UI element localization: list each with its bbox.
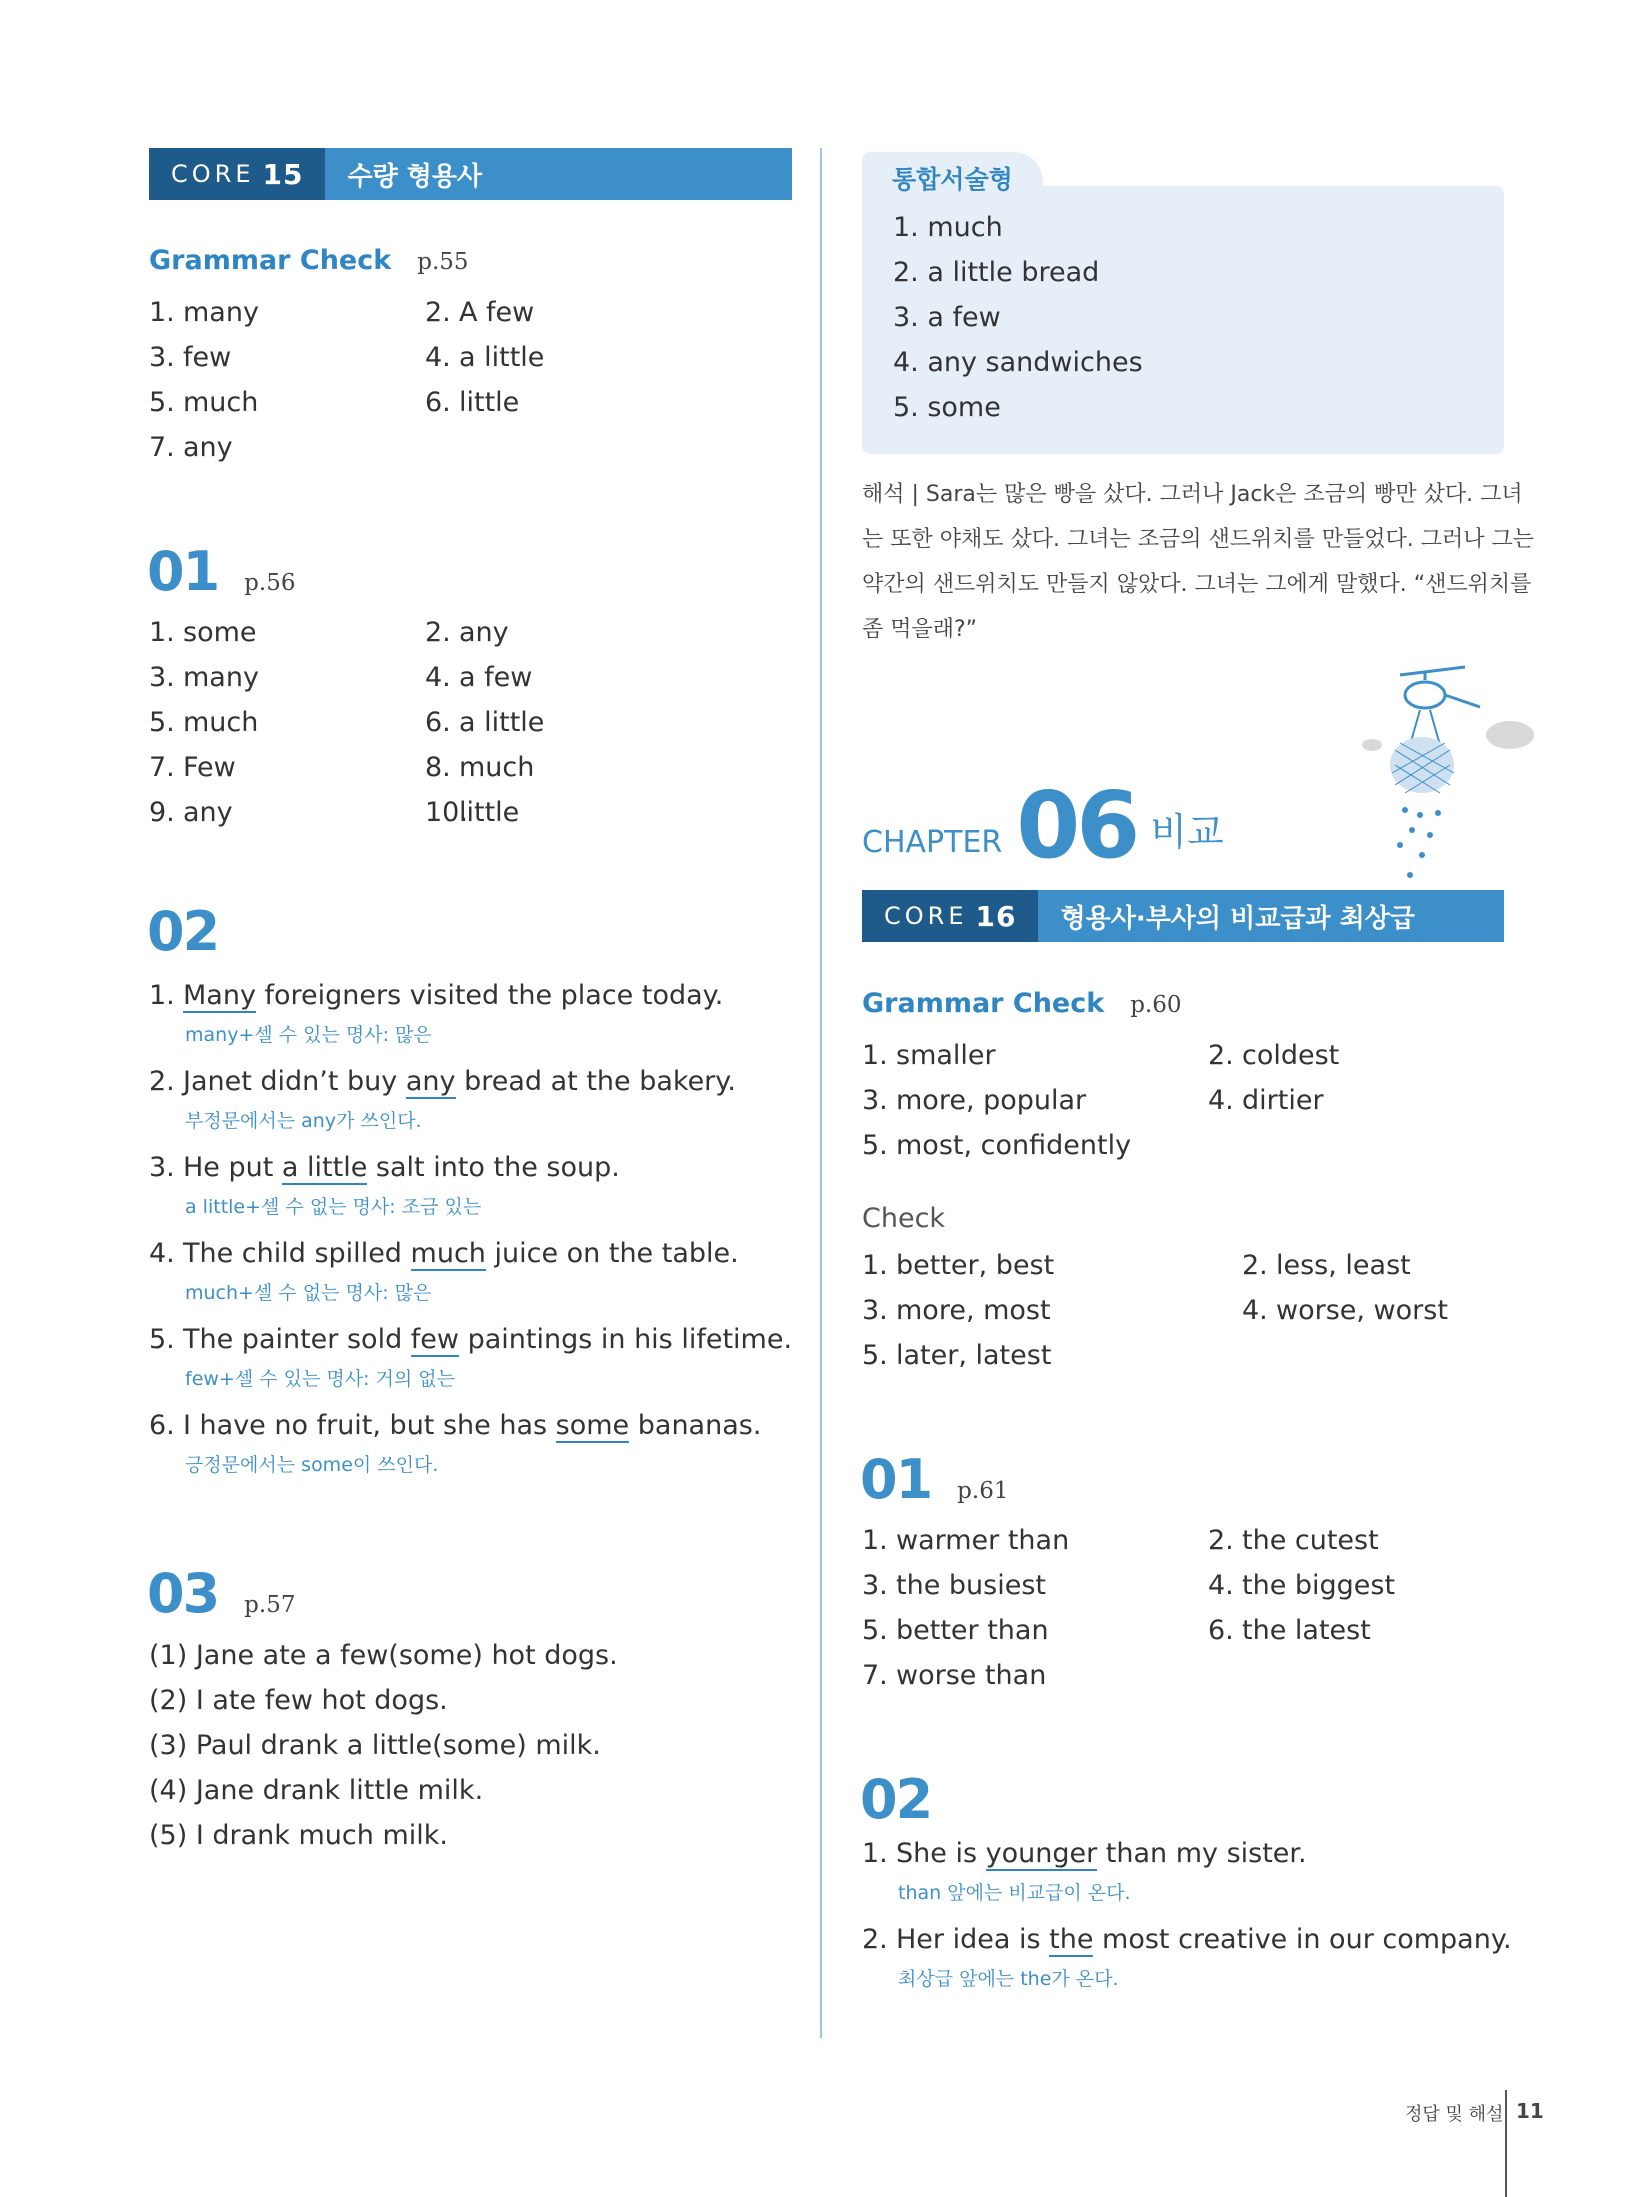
answer-item: [862, 1333, 1051, 1378]
item-number: 6.: [1208, 1615, 1234, 1646]
sentence-post: salt into the soup.: [367, 1152, 620, 1183]
answer-item: [862, 1288, 1051, 1333]
answer-item: [425, 790, 519, 835]
item-number: 7.: [862, 1660, 888, 1691]
item-number: 1.: [862, 1525, 888, 1556]
underlined-answer: younger: [985, 1838, 1098, 1869]
sentence-pre: The painter sold: [183, 1324, 411, 1355]
item-number: 9.: [149, 797, 175, 828]
chapter-label: CHAPTER: [862, 825, 1003, 860]
chapter-heading: [862, 772, 1224, 879]
explanation-note: 최상급 앞에는 the가 온다.: [898, 1968, 1119, 1990]
item-text: little: [459, 387, 520, 418]
answer-item: [149, 655, 259, 700]
underlined-answer: some: [555, 1410, 630, 1441]
item-number: 8.: [425, 752, 451, 783]
answer-item: [1208, 1518, 1379, 1563]
item-number: 2.: [425, 617, 451, 648]
column-divider: [820, 148, 822, 2038]
sentence: [149, 980, 723, 1011]
page-ref: p.55: [417, 249, 469, 275]
answer-line: 좀 먹을래?”: [862, 617, 978, 642]
sentence-pre: He put: [183, 1152, 282, 1183]
item-text: the latest: [1242, 1615, 1371, 1646]
sentence-pre: The child spilled: [183, 1238, 411, 1269]
answer-item: [425, 290, 534, 335]
item-number: 7.: [149, 752, 175, 783]
item-number: 3.: [149, 662, 175, 693]
explanation-note: a little+셀 수 없는 명사: 조금 있는: [185, 1196, 482, 1218]
answer-item: [149, 290, 259, 335]
answer-line: 1. much: [893, 212, 1003, 243]
explanation-note: few+셀 수 있는 명사: 거의 없는: [185, 1368, 455, 1390]
item-number: 6.: [425, 387, 451, 418]
item-number: 5.: [862, 1615, 888, 1646]
answer-line: 5. some: [893, 392, 1001, 423]
footer-divider: [1505, 2090, 1507, 2197]
item-number: 4.: [425, 662, 451, 693]
section-02-heading: 02: [147, 900, 219, 963]
item-text: dirtier: [1242, 1085, 1324, 1116]
answer-item: [425, 380, 519, 425]
item-text: Few: [183, 752, 236, 783]
item-number: 1.: [862, 1040, 888, 1071]
item-text: better, best: [896, 1250, 1055, 1281]
answer-item: [425, 655, 532, 700]
item-text: much: [183, 387, 259, 418]
answer-line: (4) Jane drank little milk.: [149, 1775, 484, 1806]
sentence-pre: Her idea is: [896, 1924, 1050, 1955]
item-number: 1.: [862, 1250, 888, 1281]
sentence-post: juice on the table.: [485, 1238, 739, 1269]
answer-line: 3. a few: [893, 302, 1001, 333]
answer-item: [862, 1243, 1054, 1288]
answer-item: [862, 1078, 1086, 1123]
item-text: warmer than: [896, 1525, 1070, 1556]
section-03-heading: 03 p.57: [147, 1562, 296, 1625]
item-text: A few: [459, 297, 535, 328]
item-text: a little: [459, 342, 545, 373]
item-number: 1.: [149, 617, 175, 648]
item-text: more, most: [896, 1295, 1051, 1326]
sentence-pre: Janet didn’t buy: [183, 1066, 406, 1097]
answer-line: 는 또한 야채도 샀다. 그녀는 조금의 샌드위치를 만들었다. 그러나 그는: [862, 527, 1534, 552]
item-number: 5.: [149, 387, 175, 418]
sentence-pre: I have no fruit, but she has: [183, 1410, 556, 1441]
item-number: 5.: [149, 1324, 175, 1355]
answer-item: [149, 790, 233, 835]
core-title: 형용사·부사의 비교급과 최상급: [1060, 903, 1415, 934]
sentence-pre: She is: [896, 1838, 986, 1869]
sentence-post: foreigners visited the place today.: [255, 980, 724, 1011]
check-heading: Check: [862, 1203, 946, 1234]
answer-item: [425, 335, 544, 380]
item-number: 4.: [1242, 1295, 1268, 1326]
explanation-note: much+셀 수 없는 명사: 많은: [185, 1282, 432, 1304]
item-text: coldest: [1242, 1040, 1340, 1071]
page-ref: p.61: [957, 1478, 1009, 1504]
section-01-heading: 01 p.56: [147, 540, 296, 603]
item-number: 4.: [1208, 1085, 1234, 1116]
item-text: many: [183, 297, 259, 328]
item-number: 2.: [149, 1066, 175, 1097]
answer-line: (2) I ate few hot dogs.: [149, 1685, 448, 1716]
item-number: 1.: [862, 1838, 888, 1869]
item-text: later, latest: [896, 1340, 1052, 1371]
core-tag: CORE 15: [149, 148, 325, 200]
item-number: 10.: [425, 797, 468, 828]
answer-item: [862, 1518, 1069, 1563]
underlined-answer: few: [410, 1324, 459, 1355]
item-number: 1.: [149, 980, 175, 1011]
item-number: 2.: [425, 297, 451, 328]
integrated-tab: 통합서술형: [862, 152, 1043, 200]
section-01-heading: 01 p.61: [860, 1448, 1009, 1511]
item-number: 3.: [862, 1570, 888, 1601]
underlined-answer: any: [405, 1066, 456, 1097]
answer-item: [862, 1608, 1049, 1653]
answer-item: [425, 745, 534, 790]
answer-item: [1208, 1033, 1339, 1078]
answer-line: 해석 | Sara는 많은 빵을 샀다. 그러나 Jack은 조금의 빵만 샀다. 그녀: [862, 482, 1523, 507]
answer-item: [149, 335, 231, 380]
answer-item: [149, 425, 233, 470]
underlined-answer: Many: [183, 980, 256, 1011]
answer-line: (5) I drank much milk.: [149, 1820, 448, 1851]
answer-item: [149, 610, 257, 655]
item-text: some: [183, 617, 257, 648]
item-text: much: [183, 707, 259, 738]
item-text: the busiest: [896, 1570, 1046, 1601]
section-02-heading: 02: [860, 1768, 932, 1831]
core-tag: CORE 16: [862, 890, 1038, 942]
item-text: any: [459, 617, 509, 648]
item-number: 5.: [862, 1130, 888, 1161]
item-number: 3.: [149, 1152, 175, 1183]
item-number: 2.: [1208, 1525, 1234, 1556]
item-text: the cutest: [1242, 1525, 1379, 1556]
sentence: [149, 1324, 792, 1355]
answer-line: 2. a little bread: [893, 257, 1100, 288]
item-number: 4.: [149, 1238, 175, 1269]
item-text: smaller: [896, 1040, 996, 1071]
footer-label: 정답 및 해설: [1405, 2104, 1504, 2125]
item-number: 1.: [149, 297, 175, 328]
sentence: [149, 1066, 736, 1097]
answer-item: [149, 700, 258, 745]
item-number: 2.: [1208, 1040, 1234, 1071]
sentence: [149, 1410, 761, 1441]
item-number: 5.: [862, 1340, 888, 1371]
answer-item: [1208, 1608, 1371, 1653]
page-number: 11: [1516, 2099, 1544, 2123]
answer-line: (3) Paul drank a little(some) milk.: [149, 1730, 601, 1761]
sentence-post: paintings in his lifetime.: [459, 1324, 793, 1355]
item-text: many: [183, 662, 259, 693]
page-ref: p.60: [1130, 992, 1182, 1018]
item-number: 6.: [149, 1410, 175, 1441]
page-ref: p.56: [244, 570, 296, 596]
item-number: 4.: [1208, 1570, 1234, 1601]
item-text: any: [183, 797, 233, 828]
sentence-post: most creative in our company.: [1093, 1924, 1512, 1955]
underlined-answer: much: [410, 1238, 486, 1269]
answer-line: 4. any sandwiches: [893, 347, 1143, 378]
item-number: 3.: [862, 1295, 888, 1326]
answer-item: [149, 380, 258, 425]
answer-item: [862, 1563, 1046, 1608]
page-ref: p.57: [244, 1592, 296, 1618]
explanation-note: 부정문에서는 any가 쓰인다.: [185, 1110, 422, 1132]
explanation-note: than 앞에는 비교급이 온다.: [898, 1882, 1131, 1904]
item-text: better than: [896, 1615, 1049, 1646]
underlined-answer: a little: [281, 1152, 368, 1183]
helicopter-illustration: [1350, 665, 1550, 890]
underlined-answer: the: [1049, 1924, 1094, 1955]
sentence-post: than my sister.: [1097, 1838, 1307, 1869]
answer-item: [862, 1033, 996, 1078]
answer-item: [862, 1123, 1131, 1168]
grammar-check-heading: Grammar Check p.55: [149, 245, 469, 276]
answer-item: [149, 745, 236, 790]
item-text: most, confidently: [896, 1130, 1132, 1161]
answer-item: [1208, 1078, 1324, 1123]
answer-item: [862, 1653, 1046, 1698]
item-text: much: [459, 752, 535, 783]
core-title: 수량 형용사: [347, 161, 483, 192]
item-text: less, least: [1276, 1250, 1411, 1281]
item-number: 7.: [149, 432, 175, 463]
sentence: [862, 1838, 1307, 1869]
item-text: few: [183, 342, 232, 373]
item-text: little: [459, 797, 520, 828]
sentence: [862, 1924, 1512, 1955]
item-text: any: [183, 432, 233, 463]
sentence-post: bread at the bakery.: [455, 1066, 736, 1097]
core-15-header: [149, 148, 792, 200]
answer-item: [1208, 1563, 1395, 1608]
item-number: 3.: [149, 342, 175, 373]
answer-item: [1242, 1243, 1411, 1288]
answer-line: (1) Jane ate a few(some) hot dogs.: [149, 1640, 618, 1671]
item-text: a few: [459, 662, 533, 693]
chapter-title: 비교: [1150, 810, 1224, 854]
answer-item: [1242, 1288, 1448, 1333]
item-number: 6.: [425, 707, 451, 738]
sentence: [149, 1238, 739, 1269]
sentence: [149, 1152, 620, 1183]
sentence-post: bananas.: [629, 1410, 762, 1441]
answer-item: [425, 700, 544, 745]
answer-item: [425, 610, 509, 655]
chapter-number: 06: [1016, 772, 1137, 879]
core-16-header: [862, 890, 1504, 942]
item-number: 5.: [149, 707, 175, 738]
item-number: 2.: [1242, 1250, 1268, 1281]
grammar-check-heading: Grammar Check p.60: [862, 988, 1182, 1019]
item-number: 3.: [862, 1085, 888, 1116]
explanation-note: 긍정문에서는 some이 쓰인다.: [185, 1454, 439, 1476]
explanation-note: many+셀 수 있는 명사: 많은: [185, 1024, 432, 1046]
item-text: worse than: [896, 1660, 1047, 1691]
item-text: more, popular: [896, 1085, 1087, 1116]
item-number: 2.: [862, 1924, 888, 1955]
item-text: a little: [459, 707, 545, 738]
item-text: the biggest: [1242, 1570, 1396, 1601]
item-number: 4.: [425, 342, 451, 373]
item-text: worse, worst: [1276, 1295, 1448, 1326]
answer-line: 약간의 샌드위치도 만들지 않았다. 그녀는 그에게 말했다. “샌드위치를: [862, 572, 1532, 597]
